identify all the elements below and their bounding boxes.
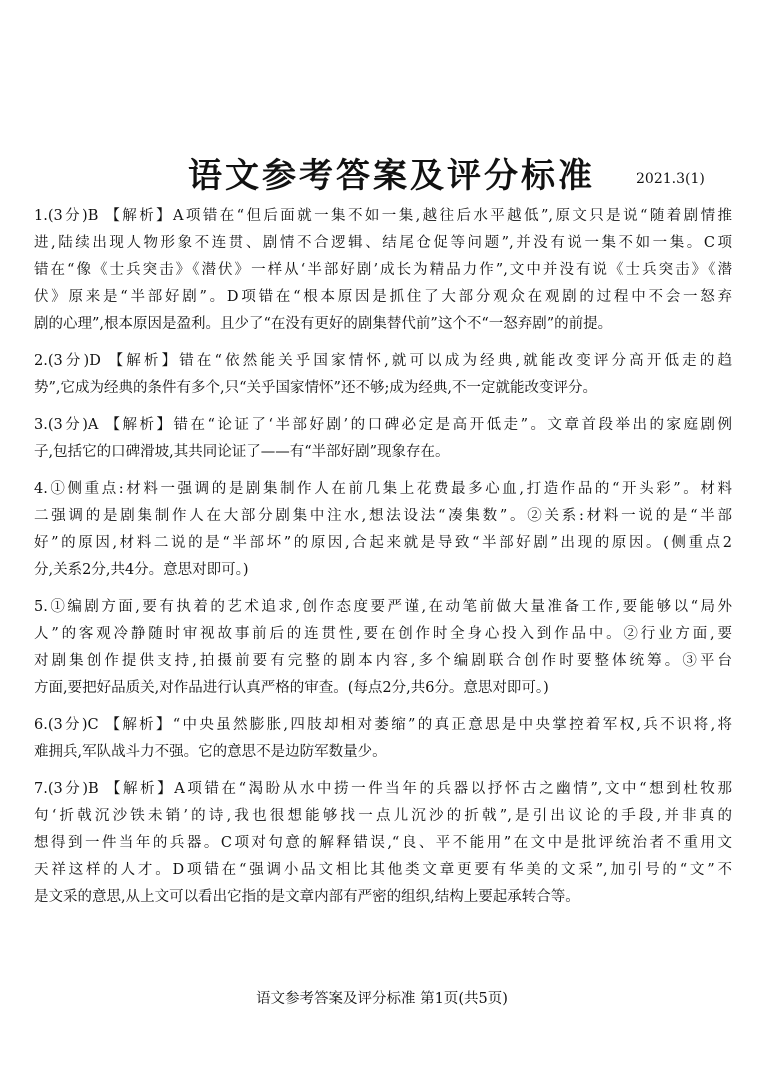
answer-line: 是文采的意思,从上文可以看出它指的是文章内部有严密的组织,结构上要起承转合等。 [34, 889, 580, 905]
answer-item-6 [34, 712, 732, 766]
answer-line: 势”,它成为经典的条件有多个,只“关乎国家情怀”还不够;成为经典,不一定就能改变评分。 [34, 380, 597, 396]
answer-line: 错在“像《士兵突击》《潜伏》一样从‘半部好剧’成长为精品力作”,文中并没有说《士兵突击》《潜 [34, 262, 732, 278]
answer-line: 天祥这样的人才。D项错在“强调小品文相比其他类文章更要有华美的文采”,加引号的“文”不 [34, 862, 732, 878]
answer-line: 4.①侧重点:材料一强调的是剧集制作人在前几集上花费最多心血,打造作品的“开头彩”。材料 [34, 481, 732, 497]
answer-item-4 [34, 476, 732, 584]
answer-line: 2.(3分)D 【解析】错在“依然能关乎国家情怀,就可以成为经典,就能改变评分高开低走的趋 [34, 353, 732, 369]
page-title: 语文参考答案及评分标准 [188, 156, 595, 196]
answer-line: 想得到一件当年的兵器。C项对句意的解释错误,“良、平不能用”在文中是批评统治者不重用文 [34, 835, 732, 851]
answer-line: 6.(3分)C 【解析】“中央虽然膨胀,四肢却相对萎缩”的真正意思是中央掌控着军权,兵不识将,将 [34, 717, 732, 733]
answer-line: 伏》原来是“半部好剧”。D项错在“根本原因是抓住了大部分观众在观剧的过程中不会一怒弃 [34, 289, 732, 305]
page-footer: 语文参考答案及评分标准 第1页(共5页) [256, 991, 508, 1007]
answer-line: 1.(3分)B 【解析】A项错在“但后面就一集不如一集,越往后水平越低”,原文只是说“随着剧情推 [34, 208, 732, 224]
answer-line: 3.(3分)A 【解析】错在“论证了‘半部好剧’的口碑必定是高开低走”。文章首段举出的家庭剧例 [34, 417, 732, 433]
exam-date: 2021.3(1) [636, 171, 705, 187]
answer-line: 子,包括它的口碑滑坡,其共同论证了——有“半部好剧”现象存在。 [34, 444, 450, 460]
answer-line: 对剧集创作提供支持,拍摄前要有完整的剧本内容,多个编剧联合创作时要整体统筹。③平台 [34, 653, 732, 669]
answer-line: 好”的原因,材料二说的是“半部坏”的原因,合起来就是导致“半部好剧”出现的原因。(侧重点2 [34, 535, 732, 551]
answer-item-1 [34, 203, 732, 338]
answer-line: 难拥兵,军队战斗力不强。它的意思不是边防军数量少。 [34, 744, 387, 760]
answer-line: 二强调的是剧集制作人在大部分剧集中注水,想法设法“凑集数”。②关系:材料一说的是“半部 [34, 508, 732, 524]
answer-line: 句‘折戟沉沙铁未销’的诗,我也很想能够找一点儿沉沙的折戟”,是引出议论的手段,并非真的 [34, 808, 732, 824]
answer-item-5 [34, 594, 732, 702]
answer-item-3 [34, 412, 732, 466]
answer-line: 剧的心理”,根本原因是盈利。且少了“在没有更好的剧集替代前”这个不“一怒弃剧”的前提。 [34, 316, 613, 332]
answer-item-2 [34, 348, 732, 402]
answer-line: 分,关系2分,共4分。意思对即可。) [34, 562, 249, 578]
answer-line: 5.①编剧方面,要有执着的艺术追求,创作态度要严谨,在动笔前做大量准备工作,要能够以“局外 [34, 599, 732, 615]
answer-line: 方面,要把好品质关,对作品进行认真严格的审查。(每点2分,共6分。意思对即可。) [34, 680, 549, 696]
answer-list [34, 203, 732, 921]
answer-line: 7.(3分)B 【解析】A项错在“渴盼从水中捞一件当年的兵器以抒怀古之幽情”,文中“想到杜牧那 [34, 781, 732, 797]
answer-line: 人”的客观冷静随时审视故事前后的连贯性,要在创作时全身心投入到作品中。②行业方面,要 [34, 626, 732, 642]
answer-line: 进,陆续出现人物形象不连贯、剧情不合逻辑、结尾仓促等问题”,并没有说一集不如一集。C项 [34, 235, 732, 251]
answer-item-7 [34, 776, 732, 911]
